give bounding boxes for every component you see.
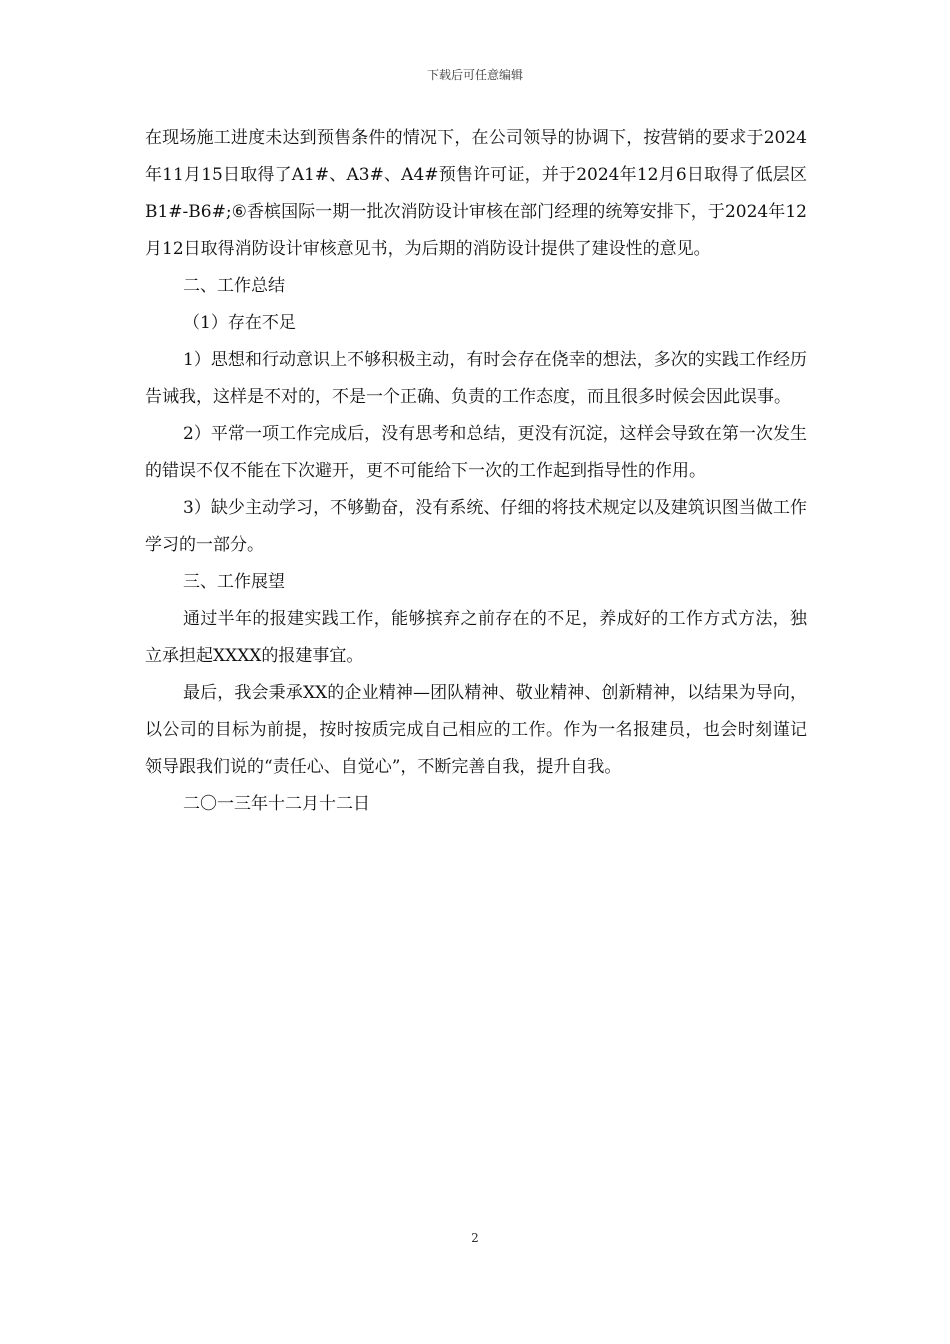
list-item-1: 1）思想和行动意识上不够积极主动，有时会存在侥幸的想法，多次的实践工作经历告诫我，这样是不对的，不是一个正确、负责的工作态度，而且很多时候会因此误事。 bbox=[145, 350, 807, 407]
document-body bbox=[145, 120, 807, 823]
subsection-heading-shortcomings: （1）存在不足 bbox=[183, 313, 296, 333]
paragraph-continuation: 在现场施工进度未达到预售条件的情况下，在公司领导的协调下，按营销的要求于2024年11月15日取得了A1#、A3#、A4#预售许可证，并于2024年12月6日取得了低层区B1#-B6#;⑥香槟国际一期一批次消防设计审核在部门经理的统筹安排下，于2024年12月12日取得消防设计审核意见书，为后期的消防设计提供了建设性的意见。 bbox=[145, 128, 807, 259]
section-heading-summary: 二、工作总结 bbox=[183, 276, 285, 296]
list-item-2: 2）平常一项工作完成后，没有思考和总结，更没有沉淀，这样会导致在第一次发生的错误不仅不能在下次避开，更不可能给下一次的工作起到指导性的作用。 bbox=[145, 424, 807, 481]
section-heading-outlook: 三、工作展望 bbox=[183, 572, 285, 592]
paragraph-closing: 最后，我会秉承XX的企业精神—团队精神、敬业精神、创新精神，以结果为导向，以公司的目标为前提，按时按质完成自己相应的工作。作为一名报建员，也会时刻谨记领导跟我们说的“责任心、自觉心”，不断完善自我，提升自我。 bbox=[145, 683, 807, 777]
paragraph-outlook: 通过半年的报建实践工作，能够摈弃之前存在的不足，养成好的工作方式方法，独立承担起XXXX的报建事宜。 bbox=[145, 609, 807, 666]
document-date: 二〇一三年十二月十二日 bbox=[183, 794, 370, 814]
page-number: 2 bbox=[471, 1231, 479, 1245]
header-note: 下载后可任意编辑 bbox=[426, 68, 523, 82]
list-item-3: 3）缺少主动学习，不够勤奋，没有系统、仔细的将技术规定以及建筑识图当做工作学习的一部分。 bbox=[145, 498, 807, 555]
